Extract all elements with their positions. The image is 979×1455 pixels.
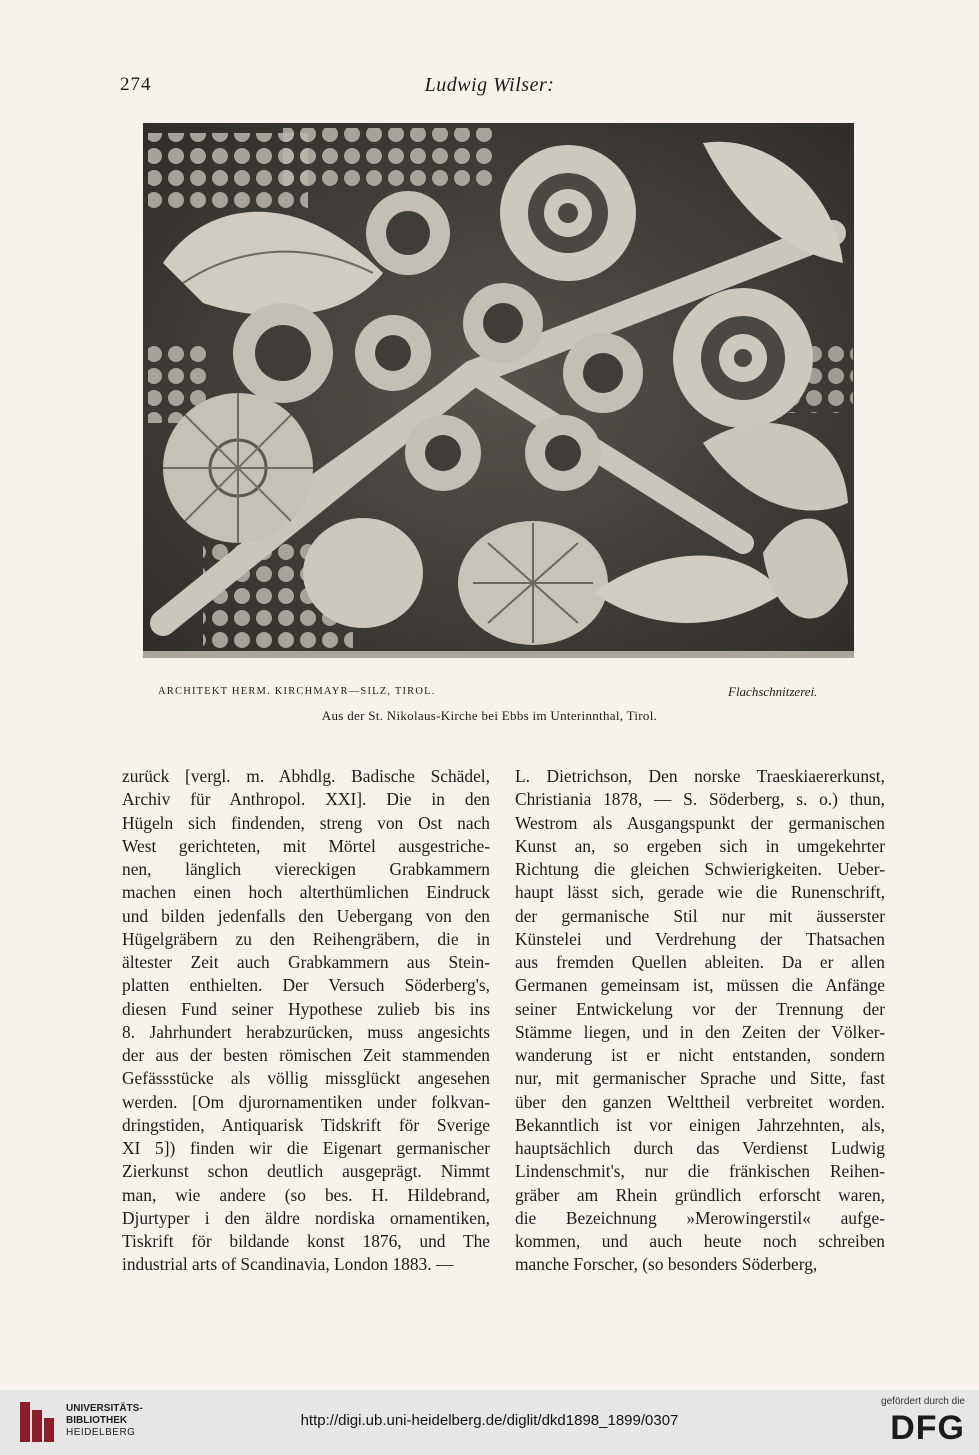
text-line: und bilden jedenfalls den Uebergang von den (122, 905, 490, 926)
text-line: der germanische Stil nur mit äusserster (515, 905, 885, 926)
text-line: seiner Entwickelung vor der Trennung der (515, 998, 885, 1019)
text-line: manche Forscher, (so besonders Söderberg, (515, 1254, 818, 1275)
text-line: Künstelei und Verdrehung der Thatsachen (515, 928, 885, 949)
funding-note: gefördert durch die (881, 1396, 965, 1407)
text-line: Tiskrift för bildande konst 1876, und The (122, 1231, 490, 1251)
flat-carving-illustration (143, 123, 854, 658)
text-column-left (122, 765, 490, 1277)
text-line: Djurtyper i den äldre nordiska ornamentiken, (122, 1207, 490, 1228)
figure-caption-technique: Flachschnitzerei. (728, 684, 818, 699)
text-line: machen einen hoch alterthümlichen Eindruck (122, 882, 490, 903)
text-line: platten enthielten. Der Versuch Söderberg's, (122, 975, 490, 996)
text-line: zurück [vergl. m. Abhdlg. Badische Schädel, (122, 766, 490, 786)
text-line: gräber am Rhein gründlich erforscht waren, (515, 1184, 885, 1205)
text-line: hauptsächlich durch das Verdienst Ludwig (515, 1138, 885, 1158)
text-line: werden. [Om djurornamentiken under folkvan- (122, 1091, 490, 1112)
figure-caption-credit: ARCHITEKT HERM. KIRCHMAYR—SILZ, TIROL. (158, 686, 436, 697)
library-name-line: BIBLIOTHEK (66, 1415, 128, 1426)
text-line: Hügeln sich findenden, streng von Ost nach (122, 812, 490, 833)
text-line: wanderung ist er nicht entstanden, sondern (515, 1045, 885, 1065)
text-line: XI 5]) finden wir die Eigenart germanischer (122, 1138, 490, 1158)
text-line: Hügelgräbern zu den Reihengräbern, die in (122, 928, 490, 949)
text-line: aus fremden Quellen ableiten. Da er allen (515, 952, 885, 972)
text-line: Richtung die gleichen Schwierigkeiten. Ueber- (515, 859, 885, 879)
text-line: man, wie andere (so bes. H. Hildebrand, (122, 1184, 490, 1205)
text-line: Bekanntlich ist vor einigen Jahrzehnten, als, (515, 1114, 885, 1135)
running-title: Ludwig Wilser: (424, 74, 555, 96)
library-name-line: HEIDELBERG (66, 1427, 136, 1438)
text-line: Westrom als Ausgangspunkt der germanischen (515, 812, 885, 833)
library-name-line: UNIVERSITÄTS- (66, 1403, 143, 1414)
text-line: Stämme liegen, und in den Zeiten der Völker- (515, 1021, 885, 1042)
text-line: Lindenschmit's, nur die fränkischen Reihen- (515, 1161, 885, 1182)
text-line: ältester Zeit auch Grabkammern aus Stein- (122, 952, 490, 972)
text-line: Christiania 1878, — S. Söderberg, s. o.) thun, (515, 789, 885, 810)
text-line: die Bezeichnung »Merowingerstil« aufge- (515, 1207, 885, 1228)
ornament-carving-image (143, 123, 854, 658)
text-line: nen, länglich viereckigen Grabkammern (122, 859, 490, 879)
text-line: über den ganzen Welttheil verbreitet worden. (515, 1091, 885, 1112)
text-line: Kunst an, so ergeben sich in umgekehrter (515, 835, 885, 856)
text-line: L. Dietrichson, Den norske Traeskiaererkunst, (515, 766, 885, 786)
figure-caption-location: Aus der St. Nikolaus-Kirche bei Ebbs im Unterinnthal, Tirol. (321, 708, 658, 723)
text-line: dringstiden, Antiquarisk Tidskrift för Sverige (122, 1114, 490, 1135)
text-line: Archiv für Anthropol. XXI]. Die in den (122, 789, 490, 810)
text-line: diesen Fund seiner Hypothese zulieb bis ins (122, 998, 490, 1019)
text-line: 8. Jahrhundert herabzurücken, muss angesichts (122, 1021, 490, 1042)
funder-logo[interactable]: DFG (890, 1409, 965, 1447)
permalink-url[interactable]: http://digi.ub.uni-heidelberg.de/diglit/dkd1898_1899/0307 (300, 1412, 679, 1429)
viewer-footer-bar (0, 1390, 979, 1455)
text-line: Zierkunst schon deutlich ausgeprägt. Nimmt (122, 1161, 490, 1182)
page-number: 274 (120, 74, 152, 95)
text-column-right (515, 765, 885, 1277)
text-line: der aus der besten römischen Zeit stammenden (122, 1045, 490, 1065)
text-line: Germanen gemeinsam ist, müssen die Anfänge (515, 975, 885, 996)
text-line: industrial arts of Scandinavia, London 1883. — (122, 1254, 454, 1275)
text-line: haupt lässt sich, gerade wie die Runenschrift, (515, 882, 885, 903)
page-header (0, 74, 979, 98)
text-line: West gerichteten, mit Mörtel ausgestriche- (122, 835, 490, 856)
text-line: nur, mit germanischer Sprache und Sitte, fast (515, 1068, 885, 1089)
text-line: kommen, und auch heute noch schreiben (515, 1231, 885, 1251)
text-line: Gefässstücke als völlig missglückt angesehen (122, 1068, 490, 1089)
